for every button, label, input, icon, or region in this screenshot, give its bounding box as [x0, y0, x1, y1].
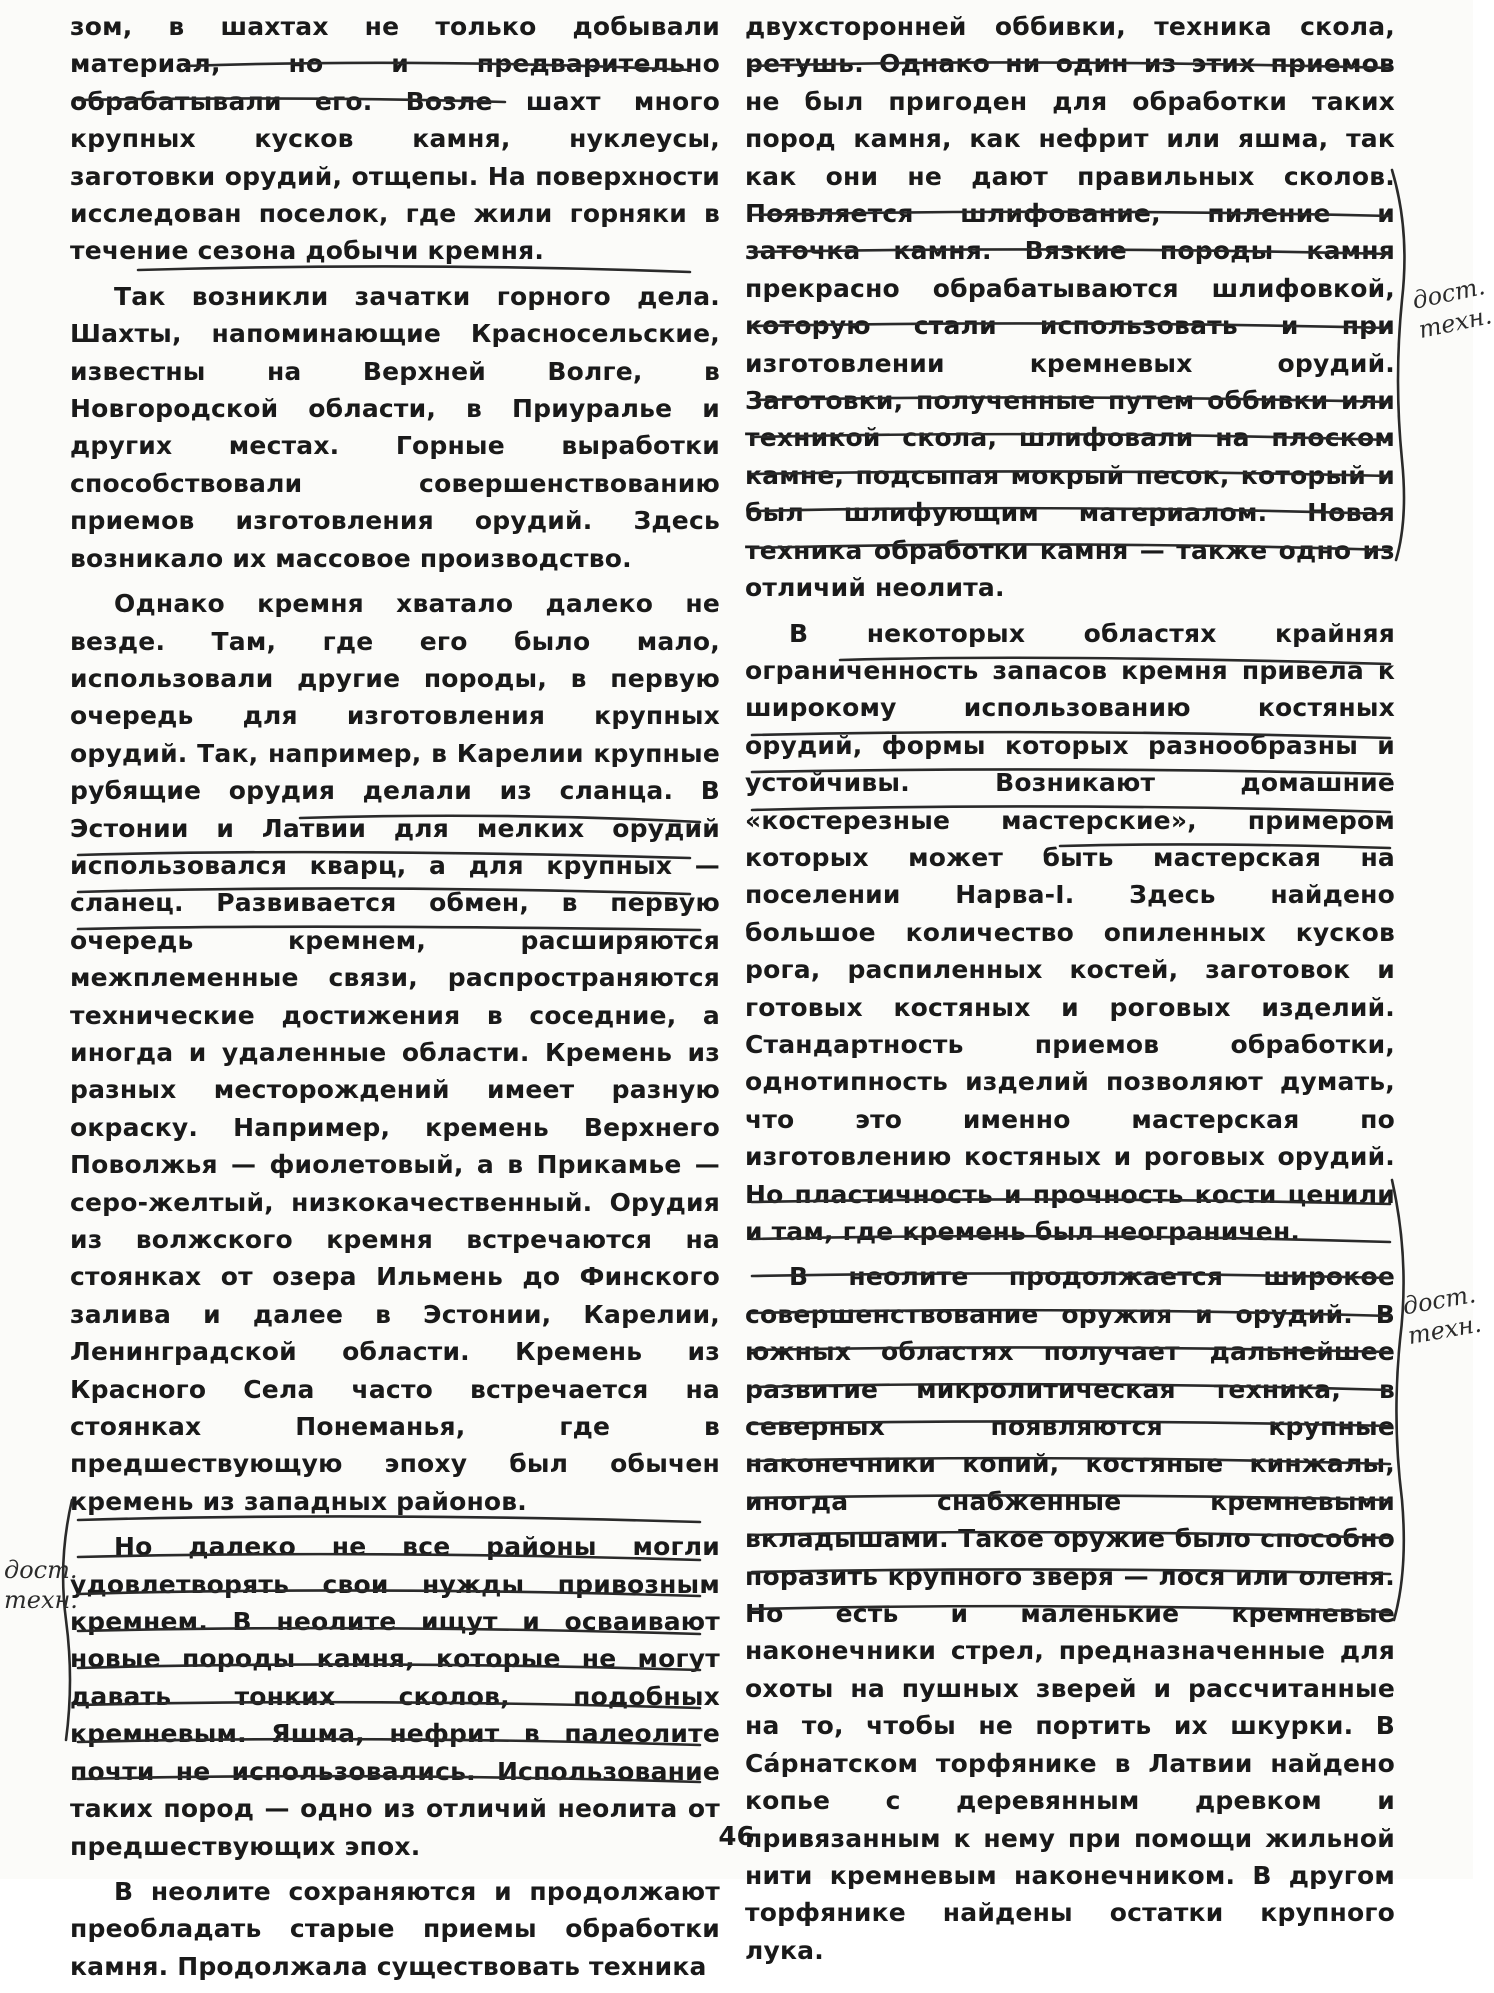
margin-note-right-top: дост. техн.	[1409, 272, 1494, 345]
page-number: 46	[718, 1822, 755, 1852]
paragraph: Но далеко не все районы могли удовлетворять свои нужды привозным кремнем. В неолите ищут и осваивают новые породы камня, которые не могут давать тонких сколов, подобных кремневым. Яшма, нефрит в палеолите почти не использовались. Использование таких пород — одно из отличий неолита от предшествующих эпох.	[70, 1532, 720, 1861]
paragraph: двухсторонней оббивки, техника скола, ретушь. Однако ни один из этих приемов не был пригоден для обработки таких пород камня, как нефрит или яшма, так как они не дают правильных сколов. Появляется шлифование, пиление и заточка камня. Вязкие породы камня прекрасно обрабатываются шлифовкой, которую стали использовать и при изготовлении кремневых орудий. Заготовки, полученные путем оббивки или техникой скола, шлифовали на плоском камне, подсыпая мокрый песок, который и был шлифующим материалом. Новая техника обработки камня — также одно из отличий неолита.	[745, 12, 1395, 603]
paragraph: Так возникли зачатки горного дела. Шахты, напоминающие Красносельские, известны на Верхней Волге, в Новгородской области, в Приуралье и других местах. Горные выработки способствовали совершенствованию приемов изготовления орудий. Здесь возникало их массовое производство.	[70, 281, 720, 573]
text-column-left	[70, 8, 720, 1993]
paragraph: В неолите продолжается широкое совершенствование оружия и орудий. В южных областях получает дальнейшее развитие микролитическая техника, в северных появляются крупные наконечники копий, костяные кинжалы, иногда снабженные кремневыми вкладышами. Такое оружие было способно поразить крупного зверя — лося или оленя. Но есть и маленькие кремневые наконечники стрел, предназначенные для охоты на пушных зверей и рассчитанные на то, чтобы не портить их шкурки. В Сáрнатском торфянике в Латвии найдено копье с деревянным древком и привязанным к нему при помощи жильной нити кремневым наконечником. В другом торфянике найдены остатки крупного лука.	[745, 1262, 1395, 1965]
margin-note-right-bottom: дост. техн.	[1400, 1280, 1484, 1350]
paragraph: В некоторых областях крайняя ограниченность запасов кремня привела к широкому использованию костяных орудий, формы которых разнообразны и устойчивы. Возникают домашние «костерезные мастерские», примером которых может быть мастерская на поселении Нарва-I. Здесь найдено большое количество опиленных кусков рога, распиленных костей, заготовок и готовых костяных и роговых изделий. Стандартность приемов обработки, однотипность изделий позволяют думать, что это именно мастерская по изготовлению костяных и роговых орудий. Но пластичность и прочность кости ценили и там, где кремень был неограничен.	[745, 618, 1395, 1246]
paragraph: В неолите сохраняются и продолжают преобладать старые приемы обработки камня. Продолжала существовать техника	[70, 1876, 720, 1981]
text-column-right	[745, 8, 1395, 1977]
margin-note-left: дост. техн.	[4, 1556, 78, 1614]
paragraph: зом, в шахтах не только добывали материал, но и предварительно обрабатывали его. Возле шахт много крупных кусков камня, нуклеусы, заготовки орудий, отщепы. На поверхности исследован поселок, где жили горняки в течение сезона добычи кремня.	[70, 12, 720, 266]
paragraph: Однако кремня хватало далеко не везде. Там, где его было мало, использовали другие породы, в первую очередь для изготовления крупных орудий. Так, например, в Карелии крупные рубящие орудия делали из сланца. В Эстонии и Латвии для мелких орудий использовался кварц, а для крупных — сланец. Развивается обмен, в первую очередь кремнем, расширяются межплеменные связи, распространяются технические достижения в соседние, а иногда и удаленные области. Кремень из разных месторождений имеет разную окраску. Например, кремень Верхнего Поволжья — фиолетовый, а в Прикамье — серо-желтый, низкокачественный. Орудия из волжского кремня встречаются на стоянках от озера Ильмень до Финского залива и далее в Эстонии, Карелии, Ленинградской области. Кремень из Красного Села часто встречается на стоянках Понеманья, где в предшествующую эпоху был обычен кремень из западных районов.	[70, 589, 720, 1516]
